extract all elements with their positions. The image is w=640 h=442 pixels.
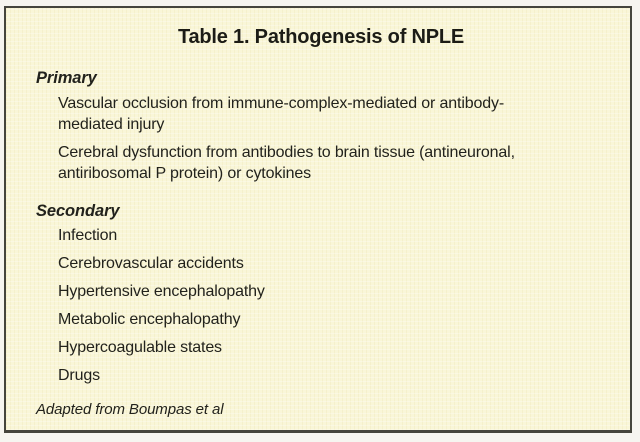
table-footnote: Adapted from Boumpas et al: [36, 401, 224, 418]
table-container: [4, 6, 632, 433]
section-primary: [36, 69, 606, 184]
list-item: Hypercoagulable states: [58, 339, 222, 356]
section-heading-secondary: Secondary: [36, 202, 120, 220]
list-item: Metabolic encephalopathy: [58, 311, 241, 328]
list-item: Cerebral dysfunction from antibodies to brain tissue (antineuronal, antiribosomal P protein) or cytokines: [58, 144, 515, 182]
section-heading-primary: Primary: [36, 69, 97, 87]
list-item: Infection: [58, 227, 118, 244]
table-title: Table 1. Pathogenesis of NPLE: [177, 26, 465, 48]
list-item: Vascular occlusion from immune-complex-mediated or antibody-mediated injury: [58, 95, 505, 133]
section-secondary: [36, 202, 606, 385]
list-item: Hypertensive encephalopathy: [58, 283, 265, 300]
list-item: Cerebrovascular accidents: [58, 255, 244, 272]
list-item: Drugs: [58, 367, 100, 384]
